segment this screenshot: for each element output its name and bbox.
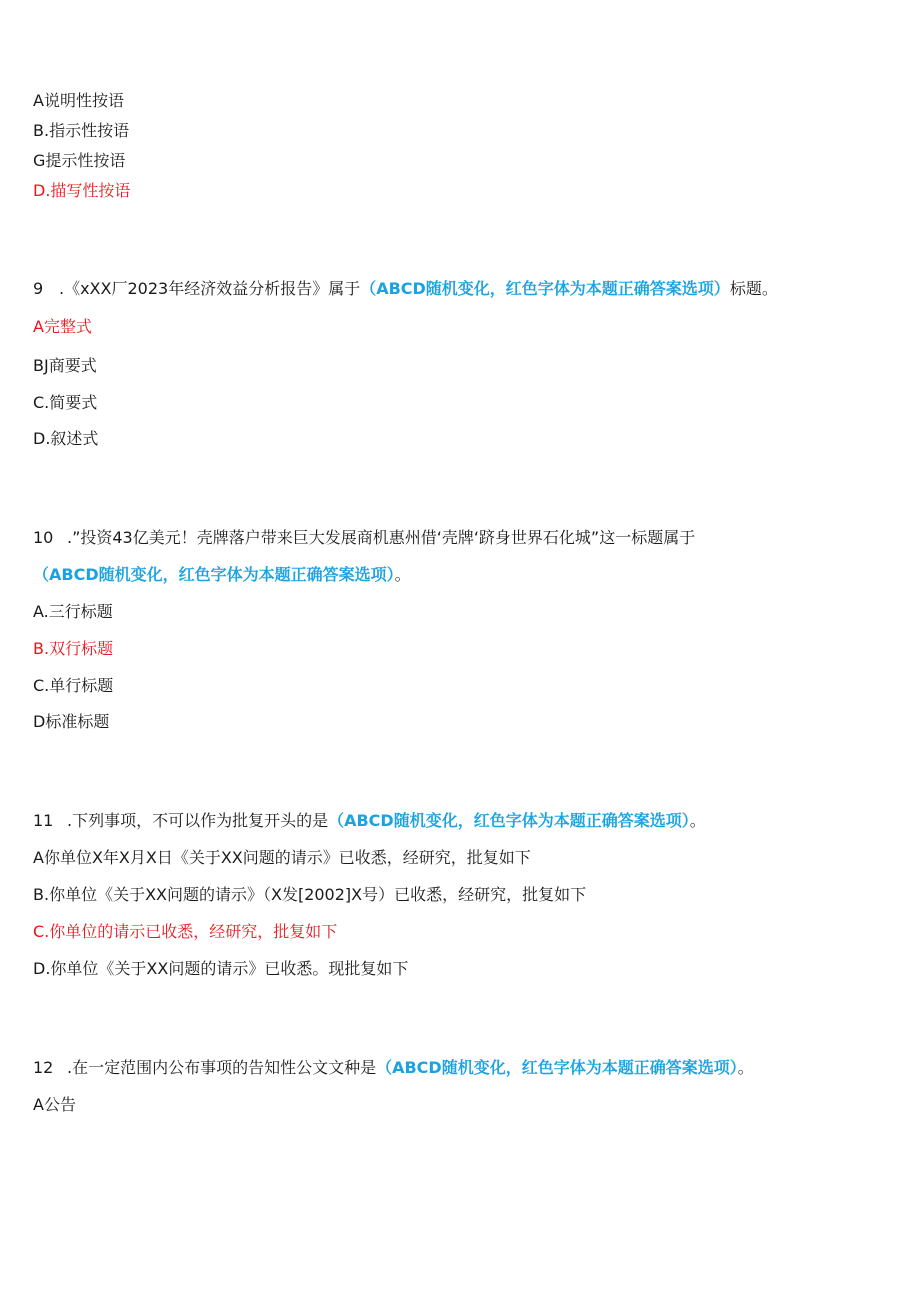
- q11-option-d: D.你单位《关于XX问题的请示》已收悉。现批复如下: [33, 959, 409, 978]
- q12-stem-text: .在一定范围内公布事项的告知性公文文种是: [67, 1058, 377, 1077]
- q11-number: 11: [33, 811, 54, 830]
- q10-option-a: A.三行标题: [33, 602, 113, 621]
- q11-stem-text: .下列事项，不可以作为批复开头的是: [67, 811, 329, 830]
- q9-stem-end: 标题。: [729, 279, 778, 298]
- q10-stem-text: .”投资43亿美元！壳牌落户带来巨大发展商机惠州借‘壳牌‘跻身世界石化城”这一标题属于: [67, 528, 696, 547]
- q12-number: 12: [33, 1058, 54, 1077]
- q11-stem-end: 。: [689, 811, 706, 830]
- q8-option-c: G提示性按语: [33, 151, 126, 170]
- q8-option-a: A说明性按语: [33, 91, 124, 110]
- q12-stem-end: 。: [737, 1058, 754, 1077]
- q10-stem: [33, 527, 695, 549]
- q11-hint: （ABCD随机变化，红色字体为本题正确答案选项）: [328, 811, 690, 830]
- q11-option-c-correct: C.你单位的请示已收悉，经研究，批复如下: [33, 922, 338, 941]
- q10-option-d: D标准标题: [33, 712, 110, 731]
- q10-number: 10: [33, 528, 54, 547]
- q12-hint: （ABCD随机变化，红色字体为本题正确答案选项）: [376, 1058, 738, 1077]
- q12-stem: [33, 1057, 754, 1079]
- q11-option-b: B.你单位《关于XX问题的请示》（X发[2002]X号）已收悉，经研究，批复如下: [33, 885, 587, 904]
- q10-stem-continued: [33, 564, 411, 586]
- q8-option-d-correct: D.描写性按语: [33, 181, 131, 200]
- q9-number: 9: [33, 279, 44, 298]
- q8-option-b: B.指示性按语: [33, 121, 130, 140]
- q9-option-c: C.简要式: [33, 393, 98, 412]
- q9-stem-text: .《xXX厂2023年经济效益分析报告》属于: [59, 279, 361, 298]
- q10-hint: （ABCD随机变化，红色字体为本题正确答案选项）: [33, 565, 395, 584]
- q10-stem-end: 。: [394, 565, 411, 584]
- q9-option-b: BJ商要式: [33, 356, 97, 375]
- q11-option-a: A你单位X年X月X日《关于XX问题的请示》已收悉，经研究，批复如下: [33, 848, 531, 867]
- q10-option-c: C.单行标题: [33, 676, 114, 695]
- q9-option-a-correct: A完整式: [33, 317, 92, 336]
- q9-hint: （ABCD随机变化，红色字体为本题正确答案选项）: [360, 279, 730, 298]
- q11-stem: [33, 810, 706, 832]
- q9-option-d: D.叙述式: [33, 429, 99, 448]
- q12-option-a: A公告: [33, 1095, 76, 1114]
- q9-stem: [33, 278, 778, 300]
- q10-option-b-correct: B.双行标题: [33, 639, 114, 658]
